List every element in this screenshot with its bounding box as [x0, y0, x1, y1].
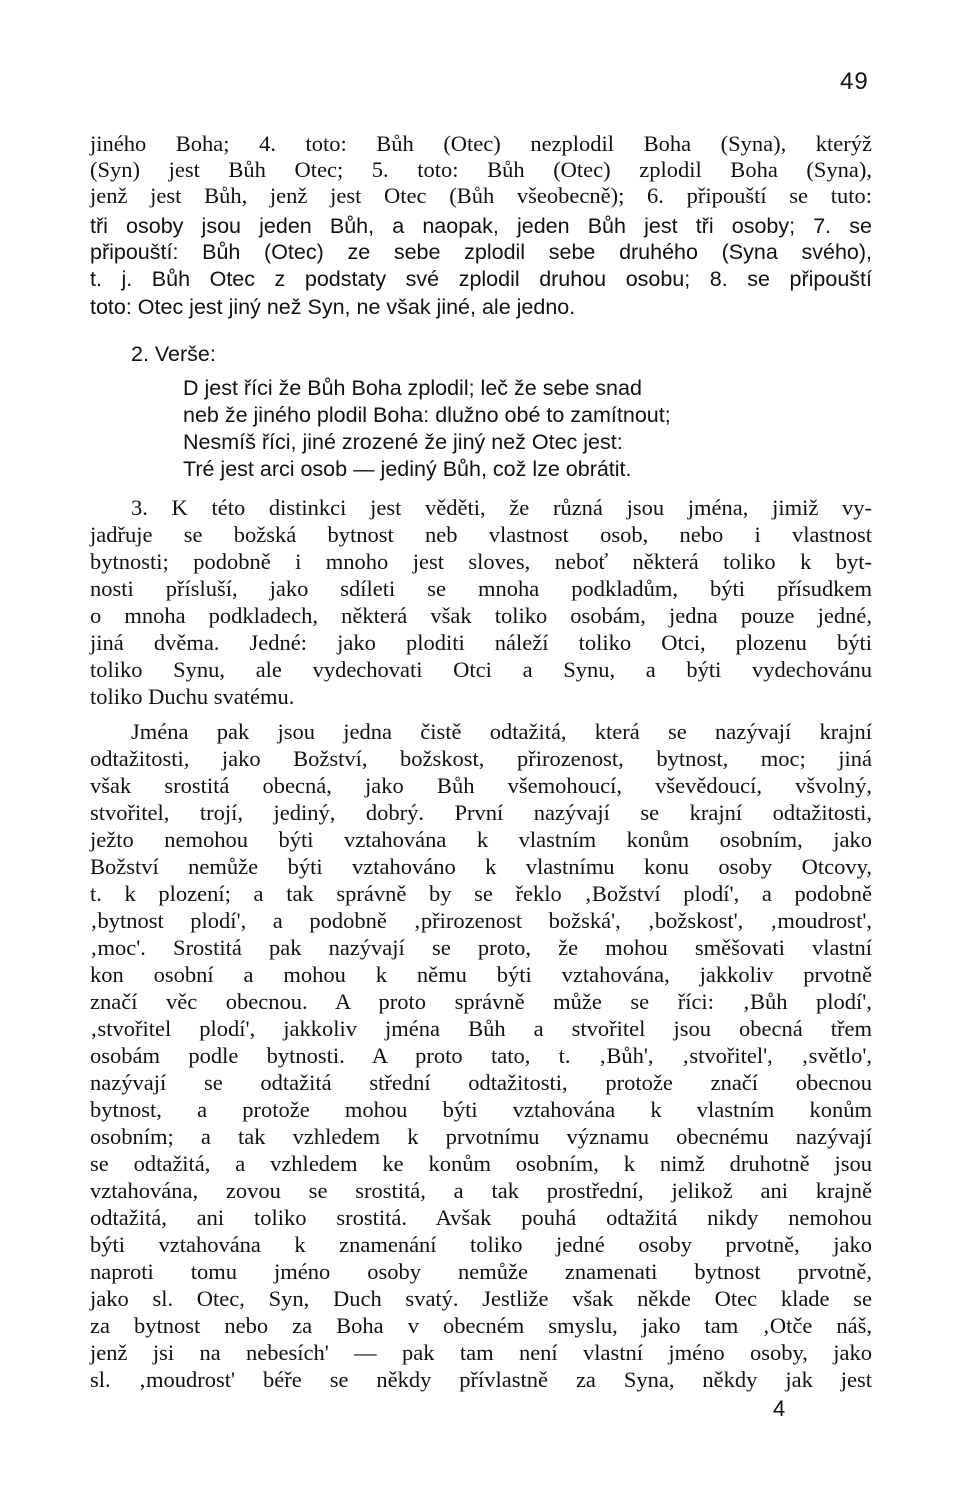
text-line: ‚moc'. Srostitá pak nazývají se proto, že mohou směšovati vlastní [90, 935, 872, 960]
text-line: jenž jsi na nebesích' — pak tam není vlastní jméno osoby, jako [90, 1340, 872, 1365]
text-line: toto: Otec jest jiný než Syn, ne však jiné, ale jedno. [90, 295, 576, 319]
text-line: bytnosti; podobně i mnoho jest sloves, neboť některá toliko k byt- [90, 549, 872, 574]
text-line: bytnost, a protože mohou býti vztahována k vlastním konům [90, 1097, 872, 1122]
text-line: (Syn) jest Bůh Otec; 5. toto: Bůh (Otec) zplodil Boha (Syna), [90, 157, 872, 182]
text-line: jiná dvěma. Jedné: jako ploditi náleží toliko Otci, plozenu býti [90, 630, 872, 655]
text-line: t. k plození; a tak správně by se řeklo ‚Božství plodí', a podobně [90, 881, 872, 906]
text-line: připouští: Bůh (Otec) ze sebe zplodil sebe druhého (Syna svého), [90, 240, 872, 264]
text-line: osobám podle bytnosti. A proto tato, t. ‚Bůh', ‚stvořitel', ‚světlo', [90, 1043, 872, 1068]
text-line: kon osobní a mohou k němu býti vztahována, jakkoliv prvotně [90, 962, 872, 987]
text-line: o mnoha podkladech, některá však toliko osobám, jedna pouze jedné, [90, 603, 872, 628]
text-line: značí věc obecnou. A proto správně může se říci: ‚Bůh plodí', [90, 989, 872, 1014]
verse-line: D jest říci že Bůh Boha zplodil; leč že sebe snad [183, 376, 642, 400]
text-line: t. j. Bůh Otec z podstaty své zplodil druhou osobu; 8. se připouští [90, 267, 872, 291]
verse-line: Tré jest arci osob — jediný Bůh, což lze obrátit. [183, 457, 632, 481]
section-heading: 2. Verše: [131, 342, 216, 366]
text-line: jako sl. Otec, Syn, Duch svatý. Jestliže však někde Otec klade se [90, 1286, 872, 1311]
text-line: jiného Boha; 4. toto: Bůh (Otec) nezplodil Boha (Syna), kterýž [90, 131, 872, 156]
verse-line: neb že jiného plodil Boha: dlužno obé to zamítnout; [183, 403, 671, 427]
text-line: stvořitel, trojí, jediný, dobrý. První nazývají se krajní odtažitosti, [90, 800, 872, 825]
text-line: toliko Synu, ale vydechovati Otci a Synu, a býti vydechovánu [90, 657, 872, 682]
signature-mark: 4 [773, 1396, 786, 1421]
text-line: odtažitosti, jako Božství, božskost, přirozenost, bytnost, moc; jiná [90, 746, 872, 771]
text-line: ježto nemohou býti vztahována k vlastním konům osobním, jako [90, 827, 872, 852]
text-line: naproti tomu jméno osoby nemůže znamenati bytnost prvotně, [90, 1259, 872, 1284]
text-line: 3. K této distinkci jest věděti, že různá jsou jména, jimiž vy- [131, 495, 872, 520]
text-line: nazývají se odtažitá střední odtažitosti, protože značí obecnou [90, 1070, 872, 1095]
page-number: 49 [840, 68, 869, 95]
verse-line: Nesmíš říci, jiné zrozené že jiný než Otec jest: [183, 430, 623, 454]
text-line: Jména pak jsou jedna čistě odtažitá, která se nazývají krajní [131, 719, 872, 744]
text-line: se odtažitá, a vzhledem ke konům osobním, k nimž druhotně jsou [90, 1151, 872, 1176]
text-line: ‚bytnost plodí', a podobně ‚přirozenost božská', ‚božskost', ‚moudrost', [90, 908, 872, 933]
text-line: vztahována, zovou se srostitá, a tak prostřední, jelikož ani krajně [90, 1178, 872, 1203]
text-line: Božství nemůže býti vztahováno k vlastnímu konu osoby Otcovy, [90, 854, 872, 879]
text-line: tři osoby jsou jeden Bůh, a naopak, jeden Bůh jest tři osoby; 7. se [90, 214, 872, 238]
text-line: nosti přísluší, jako sdíleti se mnoha podkladům, býti přísudkem [90, 576, 872, 601]
text-line: sl. ‚moudrost' béře se někdy přívlastně za Syna, někdy jak jest [90, 1367, 872, 1392]
text-line: toliko Duchu svatému. [90, 684, 295, 709]
text-line: však srostitá obecná, jako Bůh všemohoucí, vševědoucí, všvolný, [90, 773, 872, 798]
text-line: za bytnost nebo za Boha v obecném smyslu, jako tam ‚Otče náš, [90, 1313, 872, 1338]
text-line: jenž jest Bůh, jenž jest Otec (Bůh všeobecně); 6. připouští se tuto: [90, 183, 872, 208]
text-line: jadřuje se božská bytnost neb vlastnost osob, nebo i vlastnost [90, 522, 872, 547]
text-line: odtažitá, ani toliko srostitá. Avšak pouhá odtažitá nikdy nemohou [90, 1205, 872, 1230]
text-line: býti vztahována k znamenání toliko jedné osoby prvotně, jako [90, 1232, 872, 1257]
text-line: ‚stvořitel plodí', jakkoliv jména Bůh a stvořitel jsou obecná třem [90, 1016, 872, 1041]
text-line: osobním; a tak vzhledem k prvotnímu významu obecnému nazývají [90, 1124, 872, 1149]
